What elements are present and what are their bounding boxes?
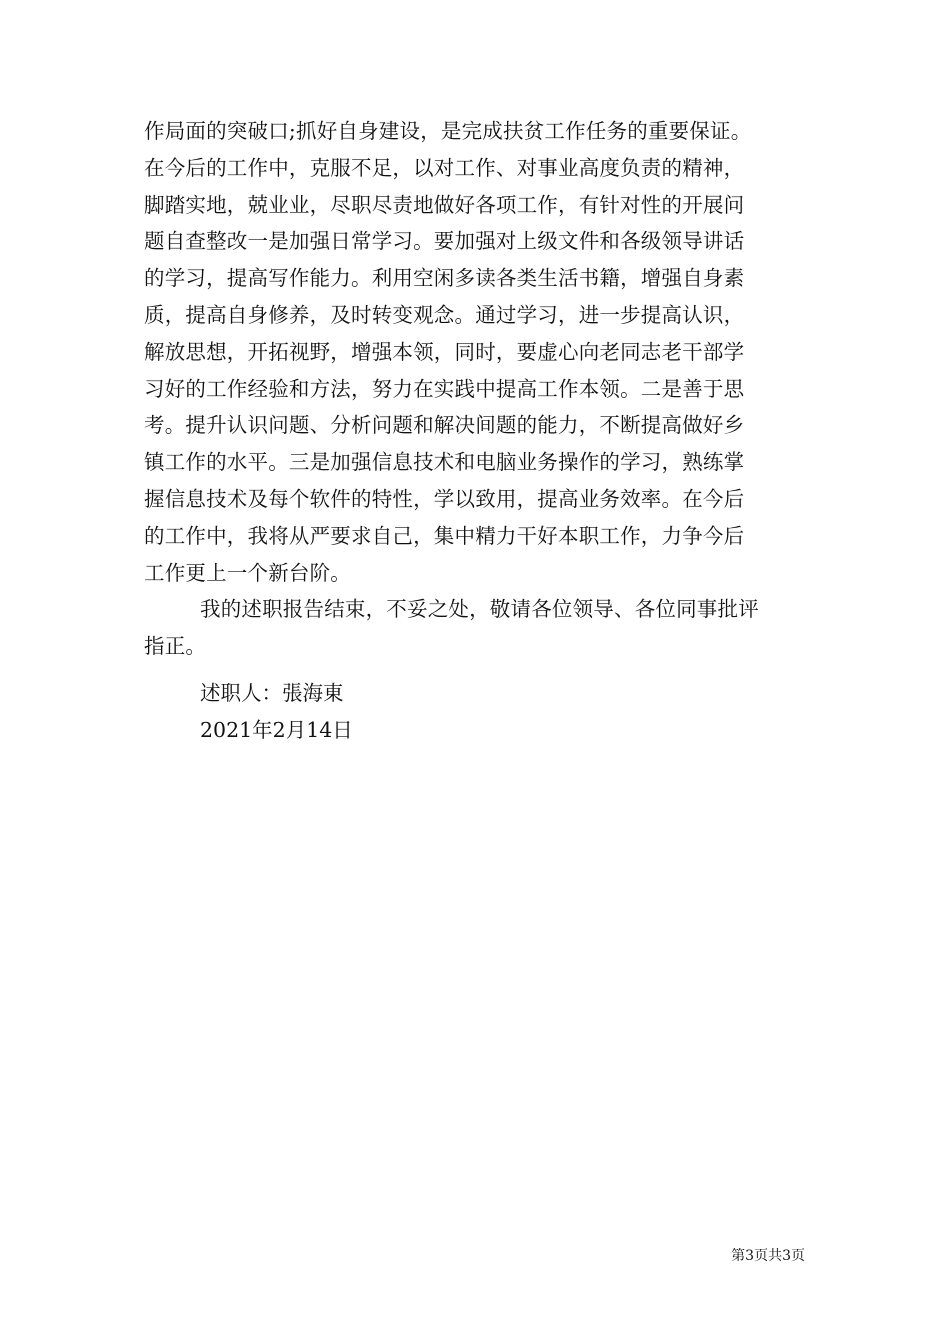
paragraph-line: 的工作中，我将从严要求自己，集中精力干好本职工作，力争今后 xyxy=(144,523,745,548)
closing-paragraph-line: 指正。 xyxy=(144,634,207,659)
paragraph-line: 习好的工作经验和方法，努力在实践中提高工作本领。二是善于思 xyxy=(144,376,745,401)
paragraph-line: 脚踏实地，兢业业，尽职尽责地做好各项工作，有针对性的开展问 xyxy=(144,192,745,217)
page-number-footer: 第3页共3页 xyxy=(731,1248,805,1264)
signature-name: 述职人：張海東 xyxy=(200,681,344,705)
document-body xyxy=(144,113,808,665)
paragraph-line: 作局面的突破口;抓好自身建设，是完成扶贫工作任务的重要保证。 xyxy=(144,119,752,143)
paragraph-line: 工作更上一个新台阶。 xyxy=(144,560,351,585)
paragraph-line: 握信息技术及每个软件的特性，学以致用，提高业务效率。在今后 xyxy=(144,486,745,511)
paragraph-line: 的学习，提高写作能力。利用空闲多读各类生活书籍，增强自身素 xyxy=(144,266,745,291)
paragraph-line: 考。提升认识问题、分析问题和解决间题的能力，不断提高做好乡 xyxy=(144,413,745,438)
paragraph-line: 解放思想，开拓视野，增强本领，同时，要虚心向老同志老干部学 xyxy=(144,339,745,364)
paragraph-line: 镇工作的水平。三是加强信息技术和电脑业务操作的学习，熟练掌 xyxy=(144,450,745,475)
signature-block xyxy=(200,675,353,748)
paragraph-line: 质，提高自身修养，及时转变观念。通过学习，进一步提高认识， xyxy=(144,302,745,327)
closing-paragraph-line: 我的述职报告结束，不妥之处，敬请各位领导、各位同事批评 xyxy=(200,597,759,622)
paragraph-line: 题自查整改一是加强日常学习。要加强对上级文件和各级领导讲话 xyxy=(144,229,745,254)
paragraph-line: 在今后的工作中，克服不足，以对工作、对事业高度负责的精神， xyxy=(144,155,745,180)
signature-date: 2021年2月14日 xyxy=(200,717,353,742)
